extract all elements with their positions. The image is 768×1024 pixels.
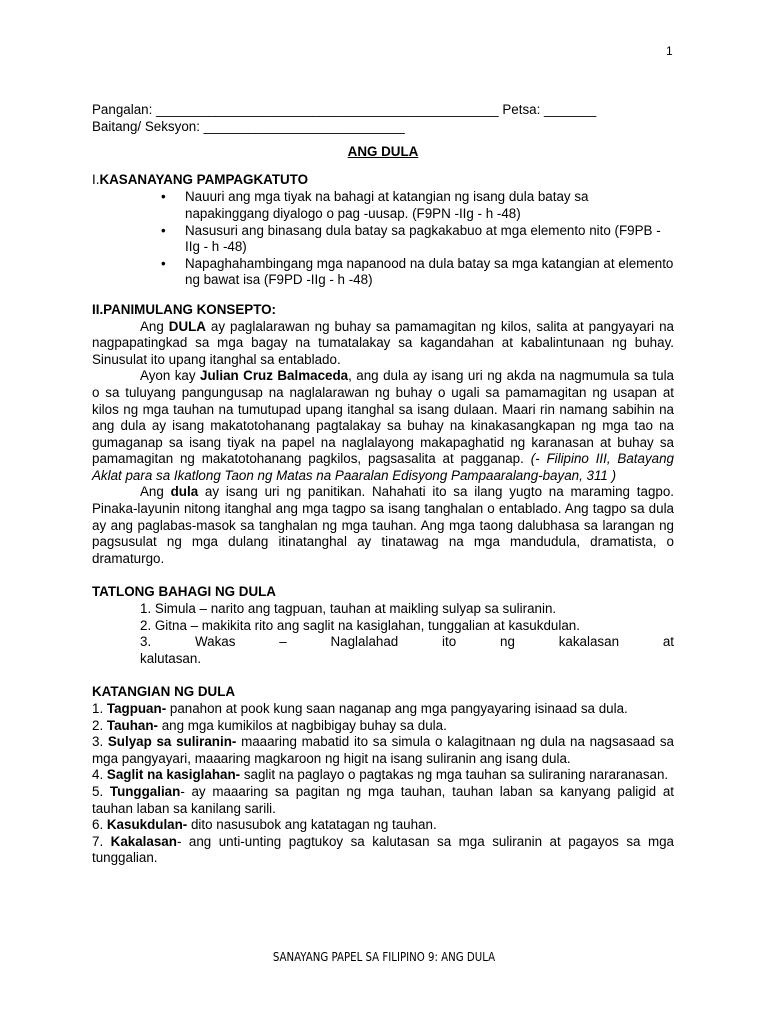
parts-list xyxy=(92,601,674,667)
document-body xyxy=(92,102,674,867)
list-item: • Nauuri ang mga tiyak na bahagi at katangian ng isang dula batay sa napakinggang diyalogo o pag -uusap. (F9PN -IIg - h -48) xyxy=(185,189,674,222)
list-item: 5. Tunggalian- ay maaaring sa pagitan ng mga tauhan, tauhan laban sa kanyang paligid at tauhan laban sa kanilang sarili. xyxy=(92,783,675,816)
list-item: 3. Wakas – Naglalahad ito ng kakalasan at kalutasan. xyxy=(140,634,674,666)
document-title: ANG DULA xyxy=(347,144,419,160)
list-item: 1. Tagpuan- panahon at pook kung saan naganap ang mga pangyayaring isinaad sa dula. xyxy=(92,701,628,716)
traits-list xyxy=(92,701,674,867)
concept-heading: II.PANIMULANG KONSEPTO: xyxy=(92,301,277,317)
concept-paragraph-3: Ang dula ay isang uri ng panitikan. Nahahati ito sa ilang yugto na maraming tagpo. Pinaka-layunin nitong itanghal ang mga tagpo sa isang tanghalan o entablado. Ang tagpo sa dula ay ang paglabas-masok sa tanghalan ng mga tauhan. Ang mga taong dalubhasa sa larangan ng pagsusulat ng mga dulang itinatanghal ay tinatawag na mga mandudula, dramatista, o dramaturgo. xyxy=(92,484,675,566)
objectives-heading: I.KASANAYANG PAMPAGKATUTO xyxy=(92,171,309,187)
list-item: 4. Saglit na kasiglahan- saglit na paglayo o pagtakas ng mga tauhan sa suliraning nararanasan. xyxy=(92,767,669,783)
objectives-list xyxy=(92,189,674,289)
list-item: • Nasusuri ang binasang dula batay sa pagkakabuo at mga elemento nito (F9PB -IIg - h -48) xyxy=(185,223,674,256)
list-item: 1. Simula – narito ang tagpuan, tauhan at maikling sulyap sa suliranin. xyxy=(140,601,557,617)
list-item: 2. Gitna – makikita rito ang saglit na kasiglahan, tunggalian at kasukdulan. xyxy=(140,617,580,633)
list-item: 6. Kasukdulan- dito nasusubok ang katatagan ng tauhan. xyxy=(92,817,437,833)
list-item: • Napaghahambingang mga napanood na dula batay sa mga katangian at elemento ng bawat isa (F9PD -IIg - h -48) xyxy=(185,256,674,289)
traits-heading: KATANGIAN NG DULA xyxy=(92,684,236,700)
grade-section-field[interactable]: Baitang/ Seksyon: ___________________________ xyxy=(92,118,405,134)
date-field[interactable]: Petsa: _______ xyxy=(502,102,597,117)
concept-paragraph-1: Ang DULA ay paglalarawan ng buhay sa pamamagitan ng kilos, salita at pangyayari na nagpapatingkad sa mga bagay na tumatalakay sa kagandahan at kabalintunaan ng buhay. Sinusulat ito upang itanghal sa entablado. xyxy=(92,318,675,367)
list-item: 2. Tauhan- ang mga kumikilos at nagbibigay buhay sa dula. xyxy=(92,717,447,733)
page-footer: SANAYANG PAPEL SA FILIPINO 9: ANG DULA xyxy=(272,950,496,964)
parts-heading: TATLONG BAHAGI NG DULA xyxy=(92,584,276,600)
concept-paragraph-2: Ayon kay Julian Cruz Balmaceda, ang dula ay isang uri ng akda na nagmumula sa tula o sa tuluyang pangungusap na naglalarawan ng buhay o ugali sa pamamagitan ng usapan at kilos ng mga tauhan na tumutupad upang itanghal sa isang dulaan. Maari rin namang sabihin na ang dula ay isang makatotohanang pagtalakay sa buhay na kinakasangkapan ng mga tao na gumaganap sa isang tiyak na papel na naglalayong makapaghatid ng karanasan at buhay sa pamamagitan ng makatotohanang pagkilos, pagsasalita at pagganap. (- Filipino III, Batayang Aklat para sa Ikatlong Taon ng Matas na Paaralan Edisyong Pampaaralang-bayan, 311 ) xyxy=(92,368,675,483)
citation: (- Filipino III, Batayang Aklat para sa Ikatlong Taon ng Matas na Paaralan Edisyong Pampaaralang-bayan, 311 ) xyxy=(92,451,674,483)
name-field[interactable]: Pangalan: ______________________________________________ xyxy=(92,102,499,117)
name-date-line xyxy=(92,102,674,119)
list-item: 3. Sulyap sa suliranin- maaaring mabatid ito sa simula o kalagitnaan ng dula na nagsasaad sa mga pangyayari, maaaring magkaroon ng higit na isang suliranin ang isang dula. xyxy=(92,734,674,766)
list-item: 7. Kakalasan- ang unti-unting pagtukoy sa kalutasan sa mga suliranin at pagayos sa mga tunggalian. xyxy=(92,833,675,866)
page-number: 1 xyxy=(666,44,673,58)
